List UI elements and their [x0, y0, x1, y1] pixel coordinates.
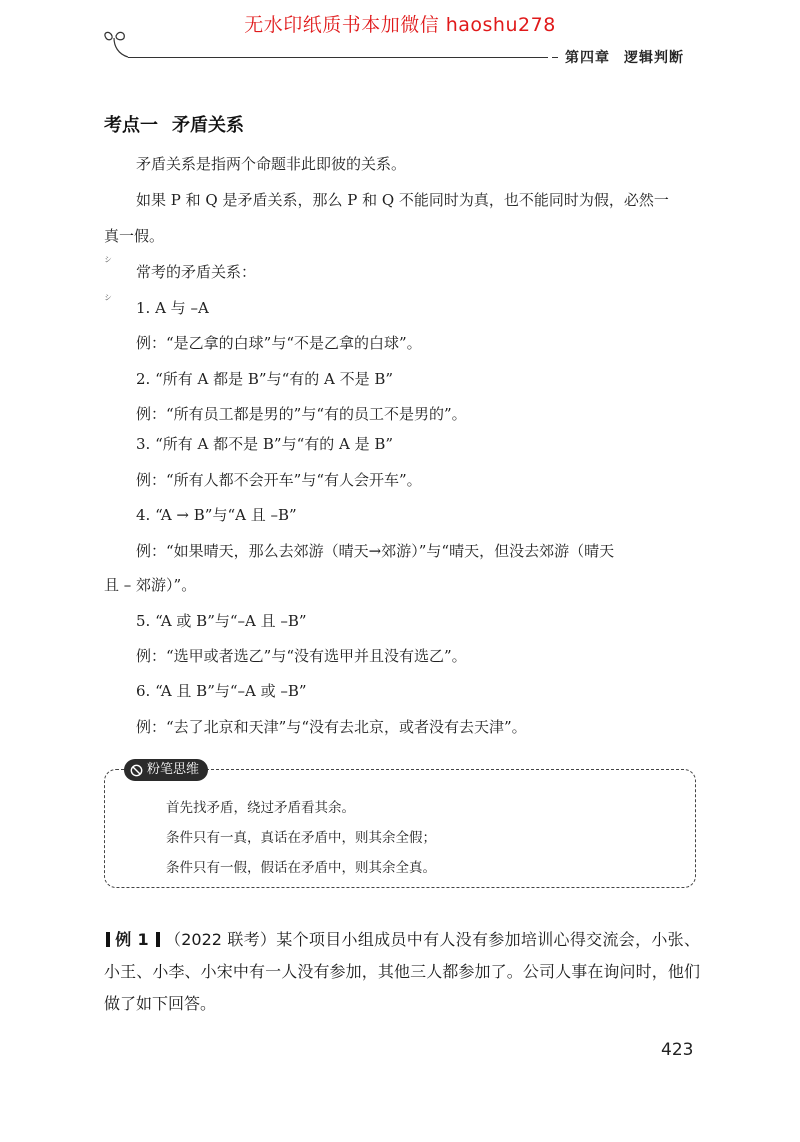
rule-text-line2: 真一假。 — [104, 227, 165, 245]
running-header — [565, 47, 684, 67]
item-4: 4. “A → B”与“A 且 –B” — [136, 506, 297, 524]
example-bar-right — [156, 932, 160, 947]
chalk-thinking-line-3: 条件只有一假，假话在矛盾中，则其余全真。 — [166, 860, 436, 876]
item-5: 5. “A 或 B”与“–A 且 –B” — [136, 612, 307, 630]
item-6-example: 例：“去了北京和天津”与“没有去北京，或者没有去天津”。 — [136, 718, 527, 736]
chalk-thinking-line-1: 首先找矛盾，绕过矛盾看其余。 — [166, 800, 355, 816]
item-2: 2. “所有 A 都是 B”与“有的 A 不是 B” — [136, 370, 394, 388]
header-rule — [128, 57, 548, 58]
watermark: 无水印纸质书本加微信 haoshu278 — [244, 14, 556, 36]
definition-text: 矛盾关系是指两个命题非此即彼的关系。 — [136, 155, 407, 173]
section-title — [104, 111, 244, 137]
example-1-label: 例 1 — [115, 930, 149, 949]
header-rule-end — [552, 57, 558, 58]
item-5-example: 例：“选甲或者选乙”与“没有选甲并且没有选乙”。 — [136, 647, 467, 665]
example-1-text: （2022 联考）某个项目小组成员中有人没有参加培训心得交流会，小张、小王、小李、小宋中有一人没有参加，其他三人都参加了。公司人事在询问时，他们做了如下回答。 — [104, 930, 700, 1013]
section-label: 考点一 — [104, 115, 158, 136]
example-bar-left — [106, 932, 110, 947]
item-4-example-line2: 且 – 郊游）”。 — [104, 576, 197, 594]
chapter-title: 逻辑判断 — [624, 50, 684, 66]
section-topic: 矛盾关系 — [172, 115, 244, 136]
item-3: 3. “所有 A 都不是 B”与“有的 A 是 B” — [136, 435, 394, 453]
chalk-thinking-line-2: 条件只有一真，真话在矛盾中，则其余全假； — [166, 830, 436, 846]
common-intro: 常考的矛盾关系： — [136, 263, 257, 281]
item-6: 6. “A 且 B”与“–A 或 –B” — [136, 682, 307, 700]
leaf-ornament-icon — [100, 28, 130, 60]
item-4-example-line1: 例：“如果晴天，那么去郊游（晴天→郊游）”与“晴天，但没去郊游（晴天 — [136, 542, 615, 560]
scan-speck: ㇱ — [103, 254, 113, 265]
chalk-thinking-label-text: 粉笔思维 — [147, 762, 200, 777]
item-1-example: 例：“是乙拿的白球”与“不是乙拿的白球”。 — [136, 334, 422, 352]
item-2-example: 例：“所有员工都是男的”与“有的员工不是男的”。 — [136, 405, 467, 423]
example-1-block — [104, 924, 700, 1020]
item-3-example: 例：“所有人都不会开车”与“有人会开车”。 — [136, 471, 422, 489]
chalk-thinking-label — [124, 759, 208, 781]
rule-text-line1: 如果 P 和 Q 是矛盾关系，那么 P 和 Q 不能同时为真，也不能同时为假，必然一 — [136, 191, 669, 209]
item-1: 1. A 与 –A — [136, 299, 209, 317]
chapter-number: 第四章 — [565, 50, 610, 66]
no-entry-icon — [130, 764, 143, 777]
scan-speck: ㇱ — [103, 292, 113, 303]
page-number: 423 — [661, 1040, 694, 1060]
